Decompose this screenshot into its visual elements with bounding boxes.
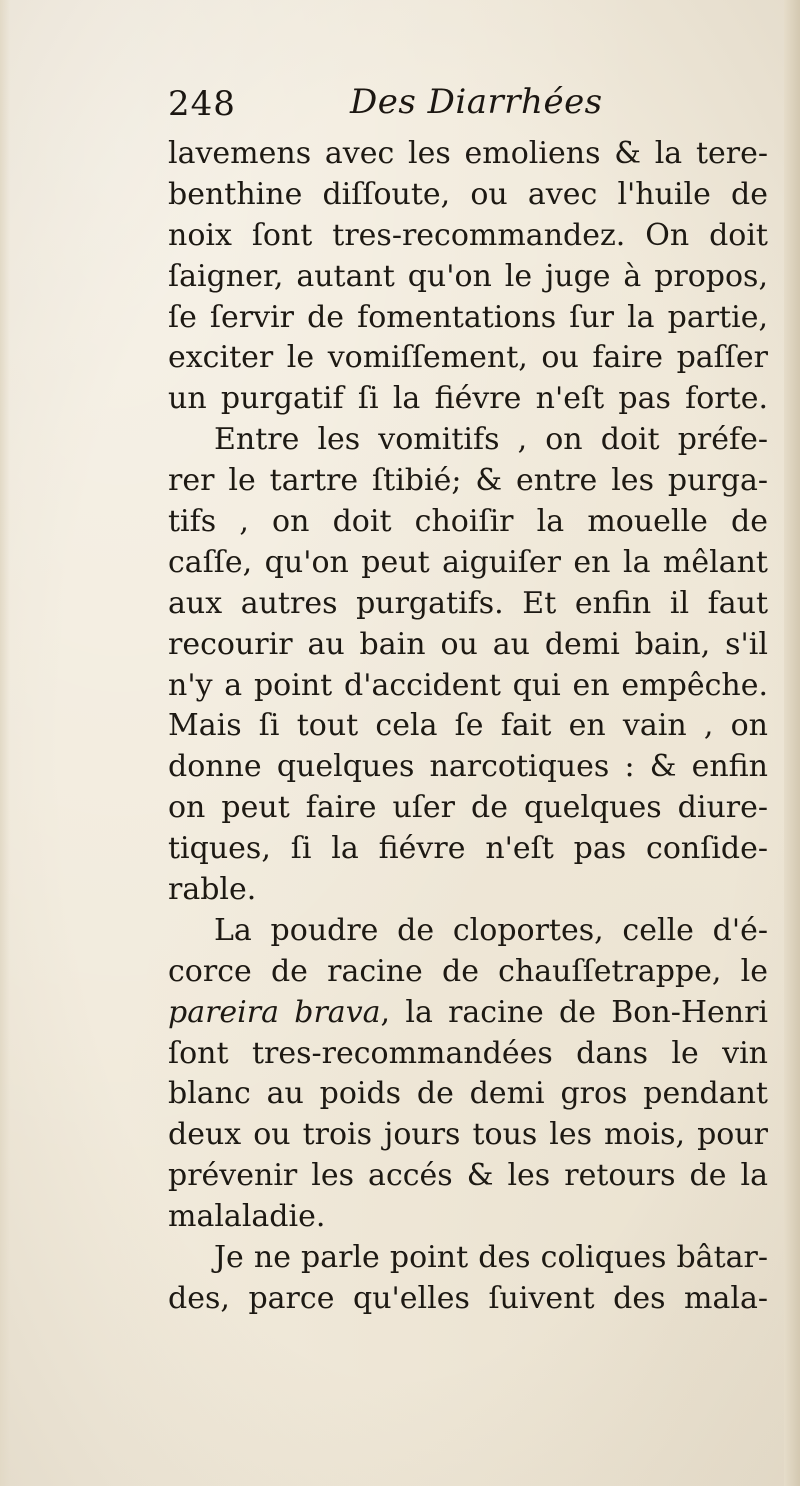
text-line: lavemens avec les emoliens & la tere- [168,136,768,171]
text-line: n'y a point d'accident qui en empêche. [168,667,768,703]
running-title: Des Diarrhées [350,82,603,122]
text-line: des, parce qu'elles ſuivent des mala- [168,1280,768,1316]
text-line: noix ſont tres-recommandez. On doit [168,217,768,253]
text-line: prévenir les accés & les retours de la [168,1158,768,1194]
text-line-italic [168,993,768,1034]
text-line: ſe ſervir de fomentations ſur la partie, [168,299,768,335]
text-line: un purgatif ſi la fiévre n'eſt pas forte. [168,381,768,417]
text-line: La poudre de cloportes, celle d'é- [214,912,768,948]
text-line: donne quelques narcotiques : & enfin [168,749,768,785]
page-left-edge [0,0,10,1486]
text-line: deux ou trois jours tous les mois, pour [168,1117,768,1153]
page-number: 248 [168,84,236,124]
text-line: benthine diſſoute, ou avec l'huile de [168,176,768,212]
text-line: Mais ſi tout cela ſe fait en vain , on [168,708,768,744]
text-line: tifs , on doit choiſir la mouelle de [168,504,768,540]
text-line: blanc au poids de demi gros pendant [168,1076,768,1112]
text-line: tiques, ſi la fiévre n'eſt pas conſide- [168,831,768,867]
text-line: corce de racine de chauſſetrappe, le [168,953,768,989]
text-line: rer le tartre ſtibié; & entre les purga- [168,463,768,499]
text-line: aux autres purgatifs. Et enfin il faut [168,585,768,621]
text-line: Entre les vomitifs , on doit préfe- [214,422,768,458]
text-line: recourir au bain ou au demi bain, s'il [168,626,768,662]
text-line: rable. [168,872,257,908]
text-line: on peut faire uſer de quelques diure- [168,790,768,826]
text-line: ſont tres-recommandées dans le vin [168,1035,768,1071]
page-right-edge [784,0,800,1486]
page-header [168,78,768,138]
text-line: ſaigner, autant qu'on le juge à propos, [168,258,768,294]
italic-phrase: pareira brava [168,994,381,1030]
text-line-rest: , la racine de Bon-Henri [380,994,768,1030]
text-line: malaladie. [168,1199,326,1235]
body-text [168,134,768,1374]
text-line: exciter le vomiſſement, ou faire paſſer [168,340,768,376]
text-line: Je ne parle point des coliques bâtar- [214,1240,768,1276]
text-line: caſſe, qu'on peut aiguiſer en la mêlant [168,544,768,580]
